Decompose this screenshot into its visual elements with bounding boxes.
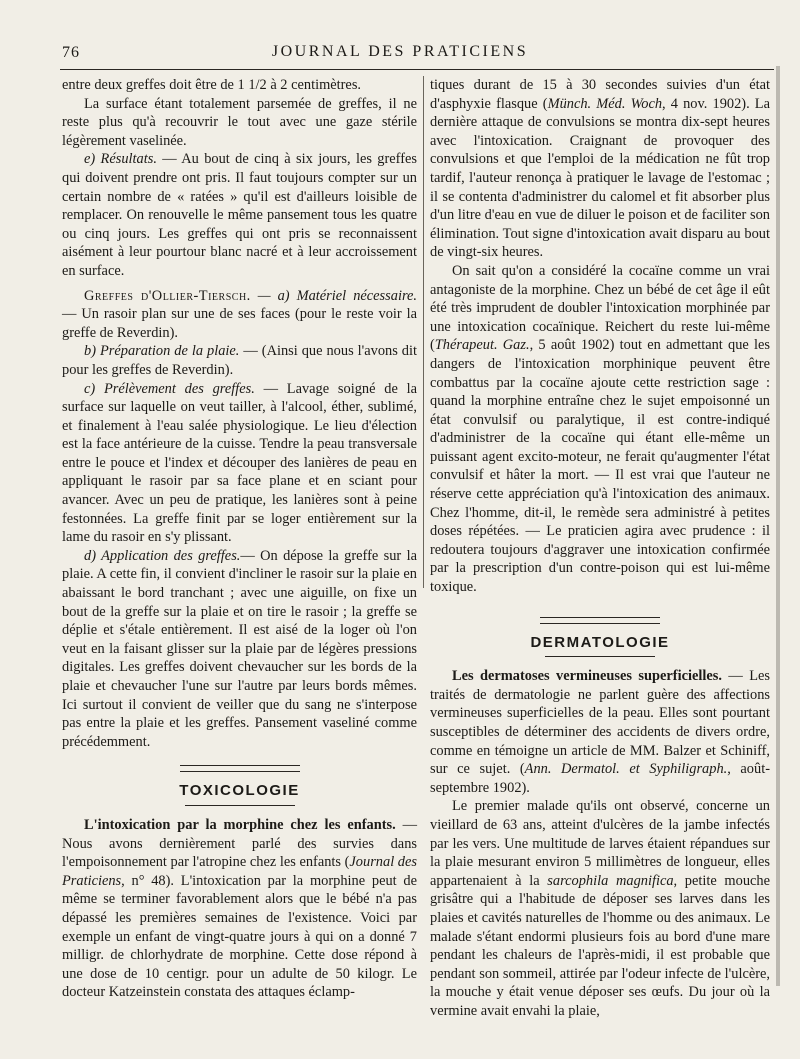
- section-title: TOXICOLOGIE: [179, 782, 300, 800]
- paragraph: entre deux greffes doit être de 1 1/2 à 2 centimètres.: [62, 77, 362, 93]
- article-title: L'intoxication par la morphine chez les enfants.: [84, 816, 396, 833]
- double-rule: [540, 617, 660, 624]
- citation: Journal des Praticiens: [62, 854, 417, 889]
- section-header-dermatologie: [430, 617, 770, 658]
- page-number: 76: [62, 44, 80, 61]
- single-rule: [185, 805, 295, 806]
- article: L'intoxication par la morphine chez les enfants. — Nous avons dernièrement parlé des survies dans l'empoisonnement par l'atropine chez les enfants (Journal des Praticiens, n° 48). L'intoxication par la morphine peut de même se terminer favorablement alors que le bébé n'a pas dépassé les premières semaines de l'existence. Voici par exemple un enfant de vingt-quatre jours à qui on a donné 7 milligr. de chlorhydrate de morphine. Cette dose répond à une dose de 10 centigr. pour un adulte de 50 kilogr. Le docteur Katzeinstein constata des attaques éclamp-: [62, 816, 417, 1001]
- double-rule: [180, 765, 300, 772]
- paragraph: On sait qu'on a considéré la cocaïne comme un vrai antagoniste de la morphine. Chez un bébé de cet âge il eût été très imprudent de doubler l'intoxication morphinée par une intoxication cocaïnique. Reichert du reste lui-même (Thérapeut. Gaz., 5 août 1902) tout en admettant que les dangers de l'intoxication morphinique peuvent être combattus par la cocaïne ajoute cette restriction sage : quand la morphine entraîne chez le sujet empoisonné un état convulsif ou paralytique, il est contre-indiqué d'administrer de la cocaïne qui étant elle-même un puissant agent excito-moteur, ne ferait qu'augmenter l'état convulsif et hâter la mort. — Il est vrai que l'auteur ne réserve cette appréciation qu'à l'intoxication des animaux. Chez l'homme, dit-il, le remède sera administré à petites doses répétées. — Le praticien agira avec prudence : il redoutera toujours d'aggraver une intoxication confirmée par la prescription d'un contre-poison qui est lui-même toxique.: [430, 262, 771, 596]
- citation: Ann. Dermatol. et Syphiligraph.: [524, 761, 728, 778]
- running-title: JOURNAL DES PRATICIENS: [271, 43, 529, 60]
- paragraph: tiques durant de 15 à 30 secondes suivies d'un état d'asphyxie flasque (Münch. Méd. Woch, 4 nov. 1902). La dernière attaque de convulsions se montra dix-sept heures avec l'intoxication. Craignant de provoquer des convulsions et que l'emploi de la médication ne fût trop tardif, l'auteur renonça à pratiquer le lavage de l'estomac ; il se contenta d'administrer du calomel et fit absorber plus d'un litre d'eau en vue de diluer le poison et de faciliter son élimination. Tout signe d'intoxication avait disparu au bout de vingt-six heures.: [430, 77, 770, 261]
- left-column: [62, 76, 417, 1002]
- subsection-label: — a) Matériel nécessaire.: [250, 287, 417, 304]
- species-name: sarcophila magnifica: [547, 872, 674, 889]
- paragraph: Le premier malade qu'ils ont observé, concerne un vieillard de 63 ans, atteint d'ulcères de la jambe infectés par les vers. Une multitude de larves étaient répandues sur la plaie mesurant environ 5 millimètres de longueur, elles appartenaient à la sarcophila magnifica, petite mouche grisâtre qui a l'habitude de déposer ses larves dans les plaies et cavités naturelles de l'homme ou des animaux. Le malade s'étant endormi plusieurs fois au bord d'une mare pendant les chaleurs de l'après-midi, il est probable que pendant son sommeil, attirée par l'odeur infecte de l'ulcère, la mouche y était venue déposer ses œufs. Du jour où la vermine avait envahi la plaie,: [430, 798, 770, 1019]
- article: Les dermatoses vermineuses superficielles. — Les traités de dermatologie ne parlent guère des affections vermineuses superficielles de la peau. Elles sont pourtant susceptibles de déterminer des accidents de divers ordre, comme en témoigne un article de MM. Balzer et Schiniff, sur ce sujet. (Ann. Dermatol. et Syphiligraph., août-septembre 1902).: [430, 668, 770, 796]
- paragraph: La surface étant totalement parsemée de greffes, il ne reste plus qu'à recouvrir le tout avec une gaze stérile légèrement vaselinée.: [62, 95, 417, 149]
- header-rule: [60, 69, 774, 70]
- citation: Thérapeut. Gaz.: [434, 337, 530, 354]
- citation: Münch. Méd. Woch: [547, 95, 663, 112]
- section-title: DERMATOLOGIE: [530, 633, 670, 651]
- subsection-heading: Greffes d'Ollier-Tiersch.: [84, 287, 251, 304]
- paragraph: e) Résultats. — Au bout de cinq à six jours, les greffes qui doivent prendre ont pris. Il faut toujours compter sur un certain nombre de « ratées » qu'il est d'ailleurs loisible de remplacer. On renouvelle le même pansement tous les quatre ou cinq jours. Les greffes qui ont pris se reconnaissent aisément à leur pourtour blanc nacré et à leur accroissement en surface.: [62, 151, 417, 279]
- paragraph: b) Préparation de la plaie. — (Ainsi que nous l'avons dit pour les greffes de Reverdin).: [62, 343, 417, 378]
- paragraph: d) Application des greffes.— On dépose la greffe sur la plaie. A cette fin, il convient d'incliner le rasoir sur la plaie en abaissant le bord tranchant ; avec une aiguille, on fixe un bout de la greffe sur la plaie et on tire le rasoir ; la greffe se déplie et s'étale entièrement. Il est aisé de la loger où l'on veut en la faisant glisser sur la plaie par de légères pressions digitales. Les greffes doivent chevaucher sur les bords de la plaie et chevaucher l'une sur l'autre par leurs bords mêmes. Ici surtout il convient de veiller que du sang ne s'interpose pas entre la plaie et les greffes. Pansement vaseliné comme précédemment.: [62, 547, 417, 750]
- subsection-label: e) Résultats.: [84, 151, 157, 168]
- subsection-label: d) Application des greffes.: [84, 547, 241, 564]
- article-title: Les dermatoses vermineuses superficielles.: [452, 668, 722, 685]
- right-column: [430, 76, 770, 1021]
- column-divider: [423, 76, 424, 588]
- page-edge-shadow: [776, 66, 780, 986]
- paragraph: Greffes d'Ollier-Tiersch. — a) Matériel nécessaire. — Un rasoir plan sur une de ses faces (pour le reste voir la greffe de Reverdin).: [62, 287, 417, 341]
- subsection-label: b) Préparation de la plaie.: [84, 343, 240, 360]
- subsection-label: c) Prélèvement des greffes.: [84, 380, 255, 397]
- section-header-toxicologie: [62, 765, 417, 806]
- single-rule: [545, 656, 655, 657]
- paragraph: c) Prélèvement des greffes. — Lavage soigné de la surface sur laquelle on veut tailler, à l'alcool, éther, sublimé, et finalement à l'eau salée physiologique. Le lieu d'élection est la face antérieure de la cuisse. Tendre la peau transversale entre le pouce et l'index et découper des lanières de peau en appliquant le rasoir par sa face plane et en sciant pour avancer. Avec un peu de pratique, les lanières sont à peine festonnées. La greffe finit par se loger entièrement sur la lame du rasoir en s'y plissant.: [62, 380, 418, 546]
